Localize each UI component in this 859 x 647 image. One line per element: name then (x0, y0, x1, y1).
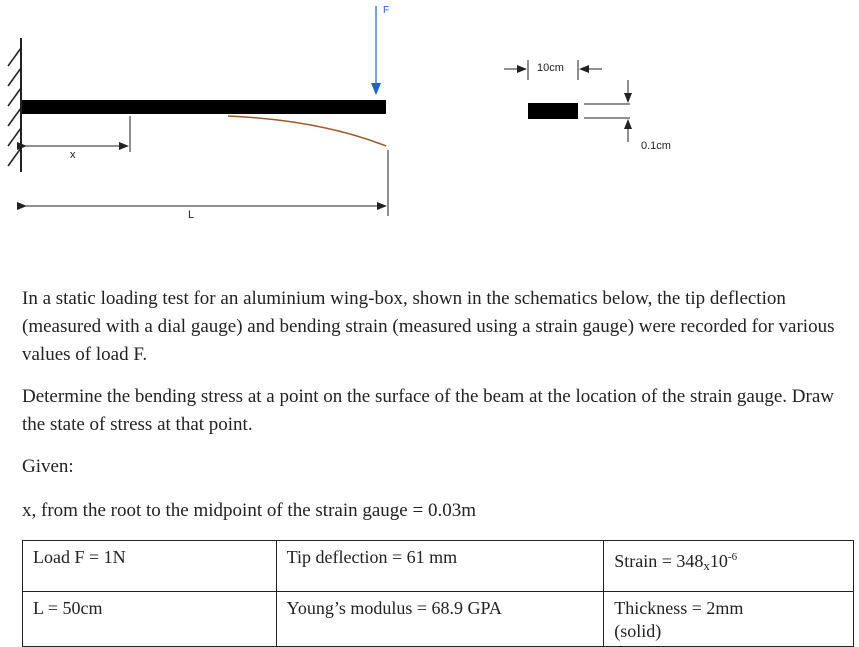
load-cell: Load F = 1N (23, 541, 277, 592)
x-dimension-label: x (70, 149, 76, 161)
force-label: F (383, 5, 390, 16)
cross-section (528, 103, 578, 119)
deflected-curve (228, 116, 386, 146)
given-values-table (22, 540, 854, 647)
task-paragraph: Determine the bending stress at a point on the surface of the beam at the location of the strain gauge. Draw the state of stress at that point. (22, 386, 834, 435)
length-dimension-label: L (188, 209, 195, 221)
thickness-label: 0.1cm (641, 140, 671, 152)
given-heading: Given: (22, 456, 74, 477)
tip-deflection-cell: Tip deflection = 61 mm (276, 541, 604, 592)
fixed-support-wall (8, 38, 21, 172)
youngs-modulus-cell: Young’s modulus = 68.9 GPA (276, 592, 604, 647)
width-label: 10cm (537, 62, 564, 74)
intro-paragraph: In a static loading test for an aluminium wing-box, shown in the schematics below, the tip deflection (measured with a dial gauge) and bending strain (measured using a strain gauge) were recorded for various values of load F. (22, 288, 835, 365)
thickness-cell: Thickness = 2mm (solid) (604, 592, 854, 647)
beam (22, 100, 386, 114)
beam-schematic (0, 0, 859, 250)
strain-cell: Strain = $348_x10^{-6}$ (604, 541, 854, 592)
x-given: x, from the root to the midpoint of the strain gauge = 0.03m (22, 500, 476, 521)
length-cell: L = 50cm (23, 592, 277, 647)
